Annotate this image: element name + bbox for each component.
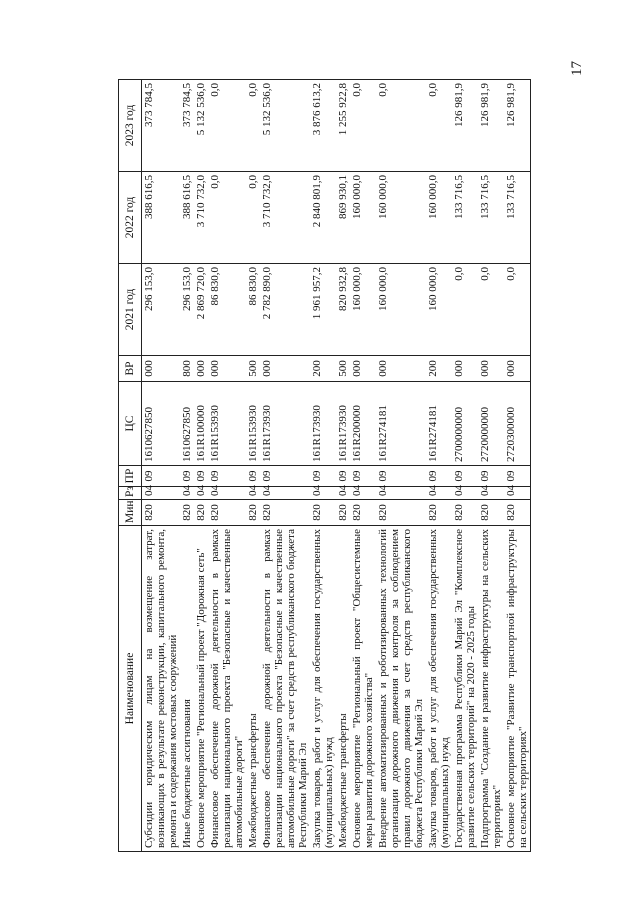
cell-rz: 04 bbox=[180, 487, 194, 500]
cell-y2023: 3 876 613,2 bbox=[310, 80, 336, 172]
cell-pr: 09 bbox=[350, 466, 376, 487]
cell-pr: 09 bbox=[376, 466, 426, 487]
cell-name: Финансовое обеспечение дорожной деятельности в рамках реализации национального проекта "Безопасные и качественные автомобильные дороги" за счет средств республиканского бюджета Республики Марий Эл bbox=[260, 526, 310, 852]
cell-min: 820 bbox=[194, 500, 208, 526]
cell-y2023: 126 981,9 bbox=[504, 80, 531, 172]
cell-y2022: 133 716,5 bbox=[478, 172, 504, 264]
cell-name: Основное мероприятие "Региональный проект "Общесистемные меры развития дорожного хозяйства" bbox=[350, 526, 376, 852]
cell-min: 820 bbox=[376, 500, 426, 526]
cell-min: 820 bbox=[452, 500, 478, 526]
cell-y2023: 0,0 bbox=[350, 80, 376, 172]
cell-name: Закупка товаров, работ и услуг для обеспечения государственных (муниципальных) нужд bbox=[426, 526, 452, 852]
cell-rz: 04 bbox=[246, 487, 260, 500]
cell-name: Основное мероприятие "Региональный проект "Дорожная сеть" bbox=[194, 526, 208, 852]
cell-pr: 09 bbox=[260, 466, 310, 487]
cell-y2022: 388 616,5 bbox=[142, 172, 181, 264]
cell-pr: 09 bbox=[478, 466, 504, 487]
cell-cs: 161R274181 bbox=[426, 382, 452, 466]
cell-rz: 04 bbox=[208, 487, 246, 500]
table-row bbox=[246, 80, 260, 852]
cell-cs: 161R274181 bbox=[376, 382, 426, 466]
cell-name: Закупка товаров, работ и услуг для обеспечения государственных (муниципальных) нужд bbox=[310, 526, 336, 852]
table-header bbox=[119, 80, 142, 852]
cell-min: 820 bbox=[504, 500, 531, 526]
cell-y2021: 160 000,0 bbox=[350, 264, 376, 356]
cell-y2022: 3 710 732,0 bbox=[194, 172, 208, 264]
page-number: 17 bbox=[569, 61, 585, 76]
header-pr: ПР bbox=[119, 466, 142, 487]
cell-y2021: 160 000,0 bbox=[426, 264, 452, 356]
header-name: Наименование bbox=[119, 526, 142, 852]
cell-rz: 04 bbox=[376, 487, 426, 500]
cell-vr: 000 bbox=[478, 356, 504, 382]
cell-pr: 09 bbox=[246, 466, 260, 487]
cell-cs: 161R100000 bbox=[194, 382, 208, 466]
cell-name: Межбюджетные трансферты bbox=[246, 526, 260, 852]
cell-vr: 000 bbox=[260, 356, 310, 382]
cell-pr: 09 bbox=[504, 466, 531, 487]
table-row bbox=[376, 80, 426, 852]
table-row bbox=[336, 80, 350, 852]
cell-name: Иные бюджетные ассигнования bbox=[180, 526, 194, 852]
cell-vr: 000 bbox=[504, 356, 531, 382]
cell-cs: 161R200000 bbox=[350, 382, 376, 466]
cell-y2022: 0,0 bbox=[246, 172, 260, 264]
cell-vr: 200 bbox=[426, 356, 452, 382]
cell-name: Государственная программа Республики Марий Эл "Комплексное развитие сельских территорий" на 2020 - 2025 годы bbox=[452, 526, 478, 852]
cell-rz: 04 bbox=[504, 487, 531, 500]
cell-rz: 04 bbox=[260, 487, 310, 500]
cell-y2021: 86 830,0 bbox=[246, 264, 260, 356]
cell-vr: 500 bbox=[336, 356, 350, 382]
table-row bbox=[504, 80, 531, 852]
cell-min: 820 bbox=[426, 500, 452, 526]
header-2023: 2023 год bbox=[119, 80, 142, 172]
cell-pr: 09 bbox=[336, 466, 350, 487]
table-row bbox=[180, 80, 194, 852]
cell-name: Внедрение автоматизированных и роботизированных технологий организации дорожного движения и контроля за соблюдением правил дорожного движения за счет средств республиканского бюджета Республики Марий Эл bbox=[376, 526, 426, 852]
cell-y2023: 373 784,5 bbox=[180, 80, 194, 172]
table-row bbox=[260, 80, 310, 852]
cell-rz: 04 bbox=[336, 487, 350, 500]
cell-min: 820 bbox=[142, 500, 181, 526]
cell-y2023: 0,0 bbox=[376, 80, 426, 172]
cell-vr: 000 bbox=[350, 356, 376, 382]
cell-min: 820 bbox=[350, 500, 376, 526]
cell-y2022: 133 716,5 bbox=[452, 172, 478, 264]
table-row bbox=[452, 80, 478, 852]
cell-y2021: 0,0 bbox=[478, 264, 504, 356]
cell-rz: 04 bbox=[350, 487, 376, 500]
cell-y2021: 296 153,0 bbox=[180, 264, 194, 356]
header-rz: Рз bbox=[119, 487, 142, 500]
cell-rz: 04 bbox=[452, 487, 478, 500]
cell-y2022: 160 000,0 bbox=[350, 172, 376, 264]
cell-cs: 161R173930 bbox=[260, 382, 310, 466]
budget-table-sheet bbox=[118, 80, 556, 852]
cell-name: Межбюджетные трансферты bbox=[336, 526, 350, 852]
cell-vr: 000 bbox=[452, 356, 478, 382]
cell-y2022: 869 930,1 bbox=[336, 172, 350, 264]
cell-rz: 04 bbox=[142, 487, 181, 500]
cell-min: 820 bbox=[478, 500, 504, 526]
cell-min: 820 bbox=[310, 500, 336, 526]
table-row bbox=[310, 80, 336, 852]
table-row bbox=[142, 80, 181, 852]
cell-y2021: 2 782 890,0 bbox=[260, 264, 310, 356]
cell-y2023: 0,0 bbox=[208, 80, 246, 172]
header-cs: ЦС bbox=[119, 382, 142, 466]
cell-y2022: 388 616,5 bbox=[180, 172, 194, 264]
cell-pr: 09 bbox=[208, 466, 246, 487]
cell-rz: 04 bbox=[310, 487, 336, 500]
cell-y2021: 86 830,0 bbox=[208, 264, 246, 356]
cell-vr: 000 bbox=[142, 356, 181, 382]
header-vr: ВР bbox=[119, 356, 142, 382]
cell-min: 820 bbox=[260, 500, 310, 526]
cell-name: Финансовое обеспечение дорожной деятельности в рамках реализации национального проекта "Безопасные и качественные автомобильные дороги" bbox=[208, 526, 246, 852]
cell-rz: 04 bbox=[426, 487, 452, 500]
cell-name: Подпрограмма "Создание и развитие инфраструктуры на сельских территориях" bbox=[478, 526, 504, 852]
cell-cs: 2700000000 bbox=[452, 382, 478, 466]
cell-y2022: 160 000,0 bbox=[426, 172, 452, 264]
cell-y2021: 0,0 bbox=[452, 264, 478, 356]
cell-y2022: 3 710 732,0 bbox=[260, 172, 310, 264]
table-row bbox=[208, 80, 246, 852]
cell-y2022: 2 840 801,9 bbox=[310, 172, 336, 264]
cell-min: 820 bbox=[246, 500, 260, 526]
table-row bbox=[194, 80, 208, 852]
cell-vr: 500 bbox=[246, 356, 260, 382]
cell-y2023: 5 132 536,0 bbox=[260, 80, 310, 172]
cell-y2023: 1 255 922,8 bbox=[336, 80, 350, 172]
table-row bbox=[350, 80, 376, 852]
cell-rz: 04 bbox=[478, 487, 504, 500]
cell-cs: 1610627850 bbox=[180, 382, 194, 466]
cell-y2021: 1 961 957,2 bbox=[310, 264, 336, 356]
budget-table bbox=[118, 79, 531, 852]
table-row bbox=[426, 80, 452, 852]
cell-y2021: 160 000,0 bbox=[376, 264, 426, 356]
cell-pr: 09 bbox=[452, 466, 478, 487]
cell-vr: 200 bbox=[310, 356, 336, 382]
cell-cs: 2720000000 bbox=[478, 382, 504, 466]
cell-cs: 1610627850 bbox=[142, 382, 181, 466]
cell-name: Субсидии юридическим лицам на возмещение затрат, возникающих в результате реконструкции, капитального ремонта, ремонта и содержания мостовых сооружений bbox=[142, 526, 181, 852]
table-row bbox=[478, 80, 504, 852]
cell-cs: 2720300000 bbox=[504, 382, 531, 466]
cell-y2023: 126 981,9 bbox=[478, 80, 504, 172]
cell-min: 820 bbox=[180, 500, 194, 526]
header-2021: 2021 год bbox=[119, 264, 142, 356]
cell-cs: 161R153930 bbox=[246, 382, 260, 466]
cell-y2023: 5 132 536,0 bbox=[194, 80, 208, 172]
cell-y2023: 0,0 bbox=[426, 80, 452, 172]
cell-cs: 161R173930 bbox=[336, 382, 350, 466]
cell-y2021: 0,0 bbox=[504, 264, 531, 356]
cell-y2021: 820 932,8 bbox=[336, 264, 350, 356]
cell-vr: 800 bbox=[180, 356, 194, 382]
cell-min: 820 bbox=[208, 500, 246, 526]
cell-vr: 000 bbox=[376, 356, 426, 382]
cell-cs: 161R153930 bbox=[208, 382, 246, 466]
cell-rz: 04 bbox=[194, 487, 208, 500]
cell-pr: 09 bbox=[180, 466, 194, 487]
cell-y2022: 160 000,0 bbox=[376, 172, 426, 264]
cell-cs: 161R173930 bbox=[310, 382, 336, 466]
cell-pr: 09 bbox=[310, 466, 336, 487]
header-min: Мин bbox=[119, 500, 142, 526]
cell-y2021: 296 153,0 bbox=[142, 264, 181, 356]
cell-pr: 09 bbox=[426, 466, 452, 487]
cell-y2023: 0,0 bbox=[246, 80, 260, 172]
cell-y2022: 0,0 bbox=[208, 172, 246, 264]
cell-y2022: 133 716,5 bbox=[504, 172, 531, 264]
cell-name: Основное мероприятие "Развитие транспортной инфраструктуры на сельских территориях" bbox=[504, 526, 531, 852]
cell-pr: 09 bbox=[194, 466, 208, 487]
cell-y2023: 126 981,9 bbox=[452, 80, 478, 172]
header-2022: 2022 год bbox=[119, 172, 142, 264]
cell-y2023: 373 784,5 bbox=[142, 80, 181, 172]
cell-vr: 000 bbox=[208, 356, 246, 382]
cell-min: 820 bbox=[336, 500, 350, 526]
cell-pr: 09 bbox=[142, 466, 181, 487]
cell-y2021: 2 869 720,0 bbox=[194, 264, 208, 356]
cell-vr: 000 bbox=[194, 356, 208, 382]
